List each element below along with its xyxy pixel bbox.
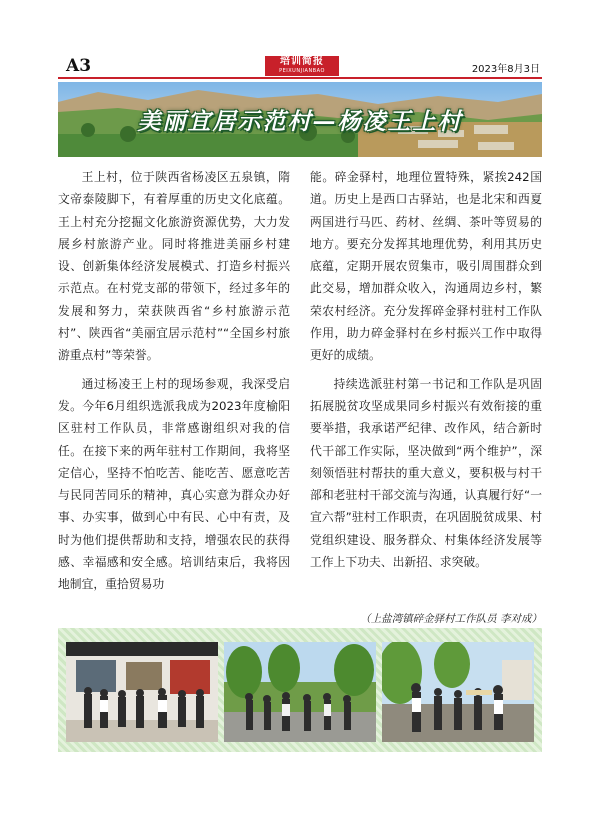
paragraph-commitment: 持续选派驻村第一书记和工作队是巩固拓展脱贫攻坚成果同乡村振兴有效衔接的重要举措，我承诺严纪律、改作风，结合新时代干部工作实际，坚决做到“两个维护”，深刻领悟驻村帮扶的重大意义，要积极与村干部和老驻村干部交流与沟通，认真履行好“一宣六帮”驻村工作职责，在巩固脱贫成果、村党组织建设、服务群众、村集体经济发展等工作上下功夫、出新招、求突破。 bbox=[310, 376, 542, 570]
article-left-column bbox=[58, 166, 290, 596]
logo-chinese: 培训简报 bbox=[280, 56, 324, 67]
photo-strip bbox=[58, 628, 542, 752]
newspaper-header bbox=[58, 56, 542, 78]
title-banner bbox=[58, 82, 542, 157]
photo-exhibition-hall bbox=[66, 642, 218, 742]
header-rule bbox=[58, 77, 542, 79]
newspaper-logo bbox=[265, 56, 339, 76]
paragraph-intro: 王上村，位于陕西省杨凌区五泉镇，隋文帝泰陵脚下，有着厚重的历史文化底蕴。王上村充分挖掘文化旅游资源优势，大力发展乡村旅游产业。同时将推进美丽乡村建设、创新集体经济发展模式、打造乡村振兴示范点。在村党支部的带领下，经过多年的发展和努力，荣获陕西省“乡村旅游示范村”、陕西省“美丽宜居示范村”“全国乡村旅游重点村”等荣誉。 bbox=[58, 170, 290, 363]
issue-date: 2023年8月3日 bbox=[471, 64, 540, 75]
photo-group-path bbox=[382, 642, 534, 742]
paragraph-visit: 通过杨凌王上村的现场参观，我深受启发。今年6月组织选派我成为2023年度榆阳区驻村工作队员，非常感谢组织对我的信任。在接下来的两年驻村工作期间，我将坚定信心，坚持不怕吃苦、能吃苦、愿意吃苦与民同苦同乐的精神，真心实意为群众办好事、办实事，做到心中有民、心中有责，及时为他们提供帮助和支持，增强农民的获得感、幸福感和安全感。培训结束后，我将因地制宜，重拾贸易功 bbox=[58, 376, 290, 592]
logo-pinyin: PEIXUNJIANBAO bbox=[279, 68, 325, 74]
author-byline: （上盐湾镇碎金驿村工作队员 李对成） bbox=[360, 613, 542, 625]
article-right-column bbox=[310, 166, 542, 573]
paragraph-continued: 能。碎金驿村，地理位置特殊，紧挨242国道。历史上是西口古驿站，也是北宋和西夏两国进行马匹、药材、丝绸、茶叶等贸易的地方。要充分发挥其地理优势，利用其历史底蕴，定期开展农贸集市，吸引周围群众到此交易，增加群众收入，沟通周边乡村，繁荣农村经济。充分发挥碎金驿村驻村工作队作用，助力碎金驿村在乡村振兴工作中取得更好的成绩。 bbox=[310, 170, 542, 363]
banner-title: 美丽宜居示范村—杨凌王上村 bbox=[137, 108, 463, 135]
photo-village-walk bbox=[224, 642, 376, 742]
page-number: A3 bbox=[66, 56, 92, 76]
